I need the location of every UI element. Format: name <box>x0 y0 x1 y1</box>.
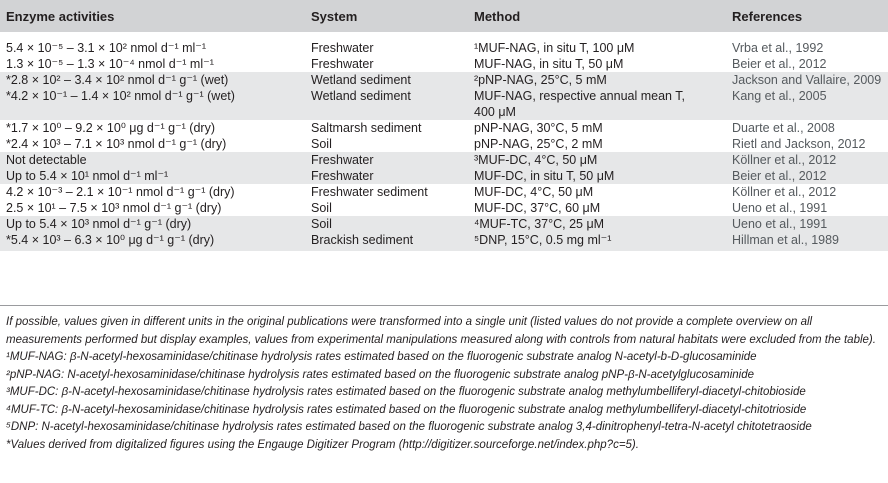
table-row <box>0 216 888 232</box>
method-cell: ⁴MUF-TC, 37°C, 25 μM <box>468 216 726 232</box>
table-row <box>0 184 888 200</box>
method-cell <box>468 88 726 120</box>
system-cell <box>305 88 468 120</box>
system-cell: Wetland sediment <box>305 72 468 88</box>
activity-cell: Up to 5.4 × 10³ nmol d⁻¹ g⁻¹ (dry) <box>0 216 305 232</box>
activity-cell: 2.5 × 10¹ – 7.5 × 10³ nmol d⁻¹ g⁻¹ (dry) <box>6 201 222 215</box>
system-cell: Freshwater <box>305 152 468 168</box>
table-row <box>0 120 888 136</box>
table-row <box>0 136 888 152</box>
table-row <box>0 232 888 251</box>
activity-cell: *2.8 × 10² – 3.4 × 10² nmol d⁻¹ g⁻¹ (wet) <box>0 72 305 88</box>
footnote-dnp: ⁵DNP: N-acetyl-hexosaminidase/chitinase hydrolysis rates estimated based on the fluorogenic substrate analog 3,4-dinitrophenyl-tetra-N-acetyl chitotetraoside <box>6 421 812 433</box>
method-cell: ³MUF-DC, 4°C, 50 μM <box>468 152 726 168</box>
method-cell: MUF-DC, 37°C, 60 μM <box>474 201 601 215</box>
reference-cell: Hillman et al., 1989 <box>726 232 888 251</box>
header-enzyme-activities: Enzyme activities <box>6 8 115 24</box>
footnote-digitized: *Values derived from digitalized figures using the Engauge Digitizer Program (http://digitizer.sourceforge.net/index.php?c=5). <box>6 438 639 451</box>
table-row <box>0 72 888 88</box>
reference-cell: Kang et al., 2005 <box>726 88 888 120</box>
activity-cell: 5.4 × 10⁻⁵ – 3.1 × 10² nmol d⁻¹ ml⁻¹ <box>6 41 207 55</box>
activity-cell: 4.2 × 10⁻³ – 2.1 × 10⁻¹ nmol d⁻¹ g⁻¹ (dry) <box>6 185 235 199</box>
reference-cell: Beier et al., 2012 <box>726 168 888 184</box>
reference-cell: Rietl and Jackson, 2012 <box>732 137 866 151</box>
reference-cell: Ueno et al., 1991 <box>726 216 888 232</box>
activity-cell: *1.7 × 10⁰ – 9.2 × 10⁰ μg d⁻¹ g⁻¹ (dry) <box>6 121 215 135</box>
reference-cell: Köllner et al., 2012 <box>726 152 888 168</box>
reference-cell: Ueno et al., 1991 <box>732 201 828 215</box>
activity-cell: *2.4 × 10³ – 7.1 × 10³ nmol d⁻¹ g⁻¹ (dry) <box>6 137 227 151</box>
activity-cell: *4.2 × 10⁻¹ – 1.4 × 10² nmol d⁻¹ g⁻¹ (wet) <box>0 88 305 120</box>
table-row <box>0 200 888 216</box>
method-cell: ²pNP-NAG, 25°C, 5 mM <box>468 72 726 88</box>
system-cell: Freshwater sediment <box>311 185 428 199</box>
method-cell: ¹MUF-NAG, in situ T, 100 μM <box>474 41 635 55</box>
footnote-muf-dc: ³MUF-DC: β-N-acetyl-hexosaminidase/chitinase hydrolysis rates estimated based on the fluorogenic substrate analog methylumbelliferyl-diacetyl-chitobioside <box>6 386 806 398</box>
table-row <box>0 88 888 120</box>
system-cell: Saltmarsh sediment <box>311 121 422 135</box>
footnote-muf-nag: ¹MUF-NAG: β-N-acetyl-hexosaminidase/chitinase hydrolysis rates estimated based on the fluorogenic substrate analog N-acetyl-b-D-glucosaminide <box>6 351 757 363</box>
method-cell: MUF-DC, in situ T, 50 μM <box>468 168 726 184</box>
header-references: References <box>732 8 803 24</box>
reference-cell: Köllner et al., 2012 <box>732 185 837 199</box>
system-cell: Freshwater <box>311 57 374 71</box>
footnote-general: If possible, values given in different units in the original publications were transformed into a single unit (listed values do not provide a complete overview on all measurements performed but display examples, values from experimental manipulations measured along with controls from natural habitats were excluded from the table). <box>6 316 876 346</box>
reference-cell: Jackson and Vallaire, 2009 <box>726 72 888 88</box>
method-cell: MUF-NAG, in situ T, 50 μM <box>474 57 624 71</box>
header-method: Method <box>474 8 521 24</box>
table-row <box>0 168 888 184</box>
method-line-1: MUF-NAG, respective annual mean T, <box>474 89 685 103</box>
method-line-2: 400 μM <box>474 105 516 119</box>
activity-cell: *5.4 × 10³ – 6.3 × 10⁰ μg d⁻¹ g⁻¹ (dry) <box>0 232 305 251</box>
activity-cell: 1.3 × 10⁻⁵ – 1.3 × 10⁻⁴ nmol d⁻¹ ml⁻¹ <box>6 57 214 71</box>
reference-cell: Duarte et al., 2008 <box>732 121 835 135</box>
system-cell: Freshwater <box>305 168 468 184</box>
system-cell: Freshwater <box>311 41 374 55</box>
system-cell: Soil <box>305 216 468 232</box>
table-bottom-rule <box>0 305 888 306</box>
activity-cell: Up to 5.4 × 10¹ nmol d⁻¹ ml⁻¹ <box>0 168 305 184</box>
system-cell: Brackish sediment <box>305 232 468 251</box>
table-row <box>0 152 888 168</box>
footnote-pnp-nag: ²pNP-NAG: N-acetyl-hexosaminidase/chitinase hydrolysis rates estimated based on the fluorogenic substrate analog pNP-β-N-acetylglucosaminide <box>6 368 755 381</box>
header-system: System <box>311 8 358 24</box>
reference-cell: Vrba et al., 1992 <box>732 41 824 55</box>
system-cell: Soil <box>311 201 332 215</box>
table-row <box>0 32 888 56</box>
method-cell: pNP-NAG, 30°C, 5 mM <box>474 121 603 135</box>
method-cell: ⁵DNP, 15°C, 0.5 mg ml⁻¹ <box>468 232 726 251</box>
table-footnotes <box>6 314 882 454</box>
method-cell: pNP-NAG, 25°C, 2 mM <box>474 137 603 151</box>
footnote-muf-tc: ⁴MUF-TC: β-N-acetyl-hexosaminidase/chitinase hydrolysis rates estimated based on the fluorogenic substrate analog methylumbelliferyl-diacetyl-chitotrioside <box>6 403 807 416</box>
activity-cell: Not detectable <box>0 152 305 168</box>
method-cell: MUF-DC, 4°C, 50 μM <box>474 185 594 199</box>
system-cell: Soil <box>311 137 332 151</box>
reference-cell: Beier et al., 2012 <box>732 57 827 71</box>
table-row <box>0 56 888 72</box>
system-text: Wetland sediment <box>311 89 411 103</box>
table-header-row <box>0 0 888 32</box>
